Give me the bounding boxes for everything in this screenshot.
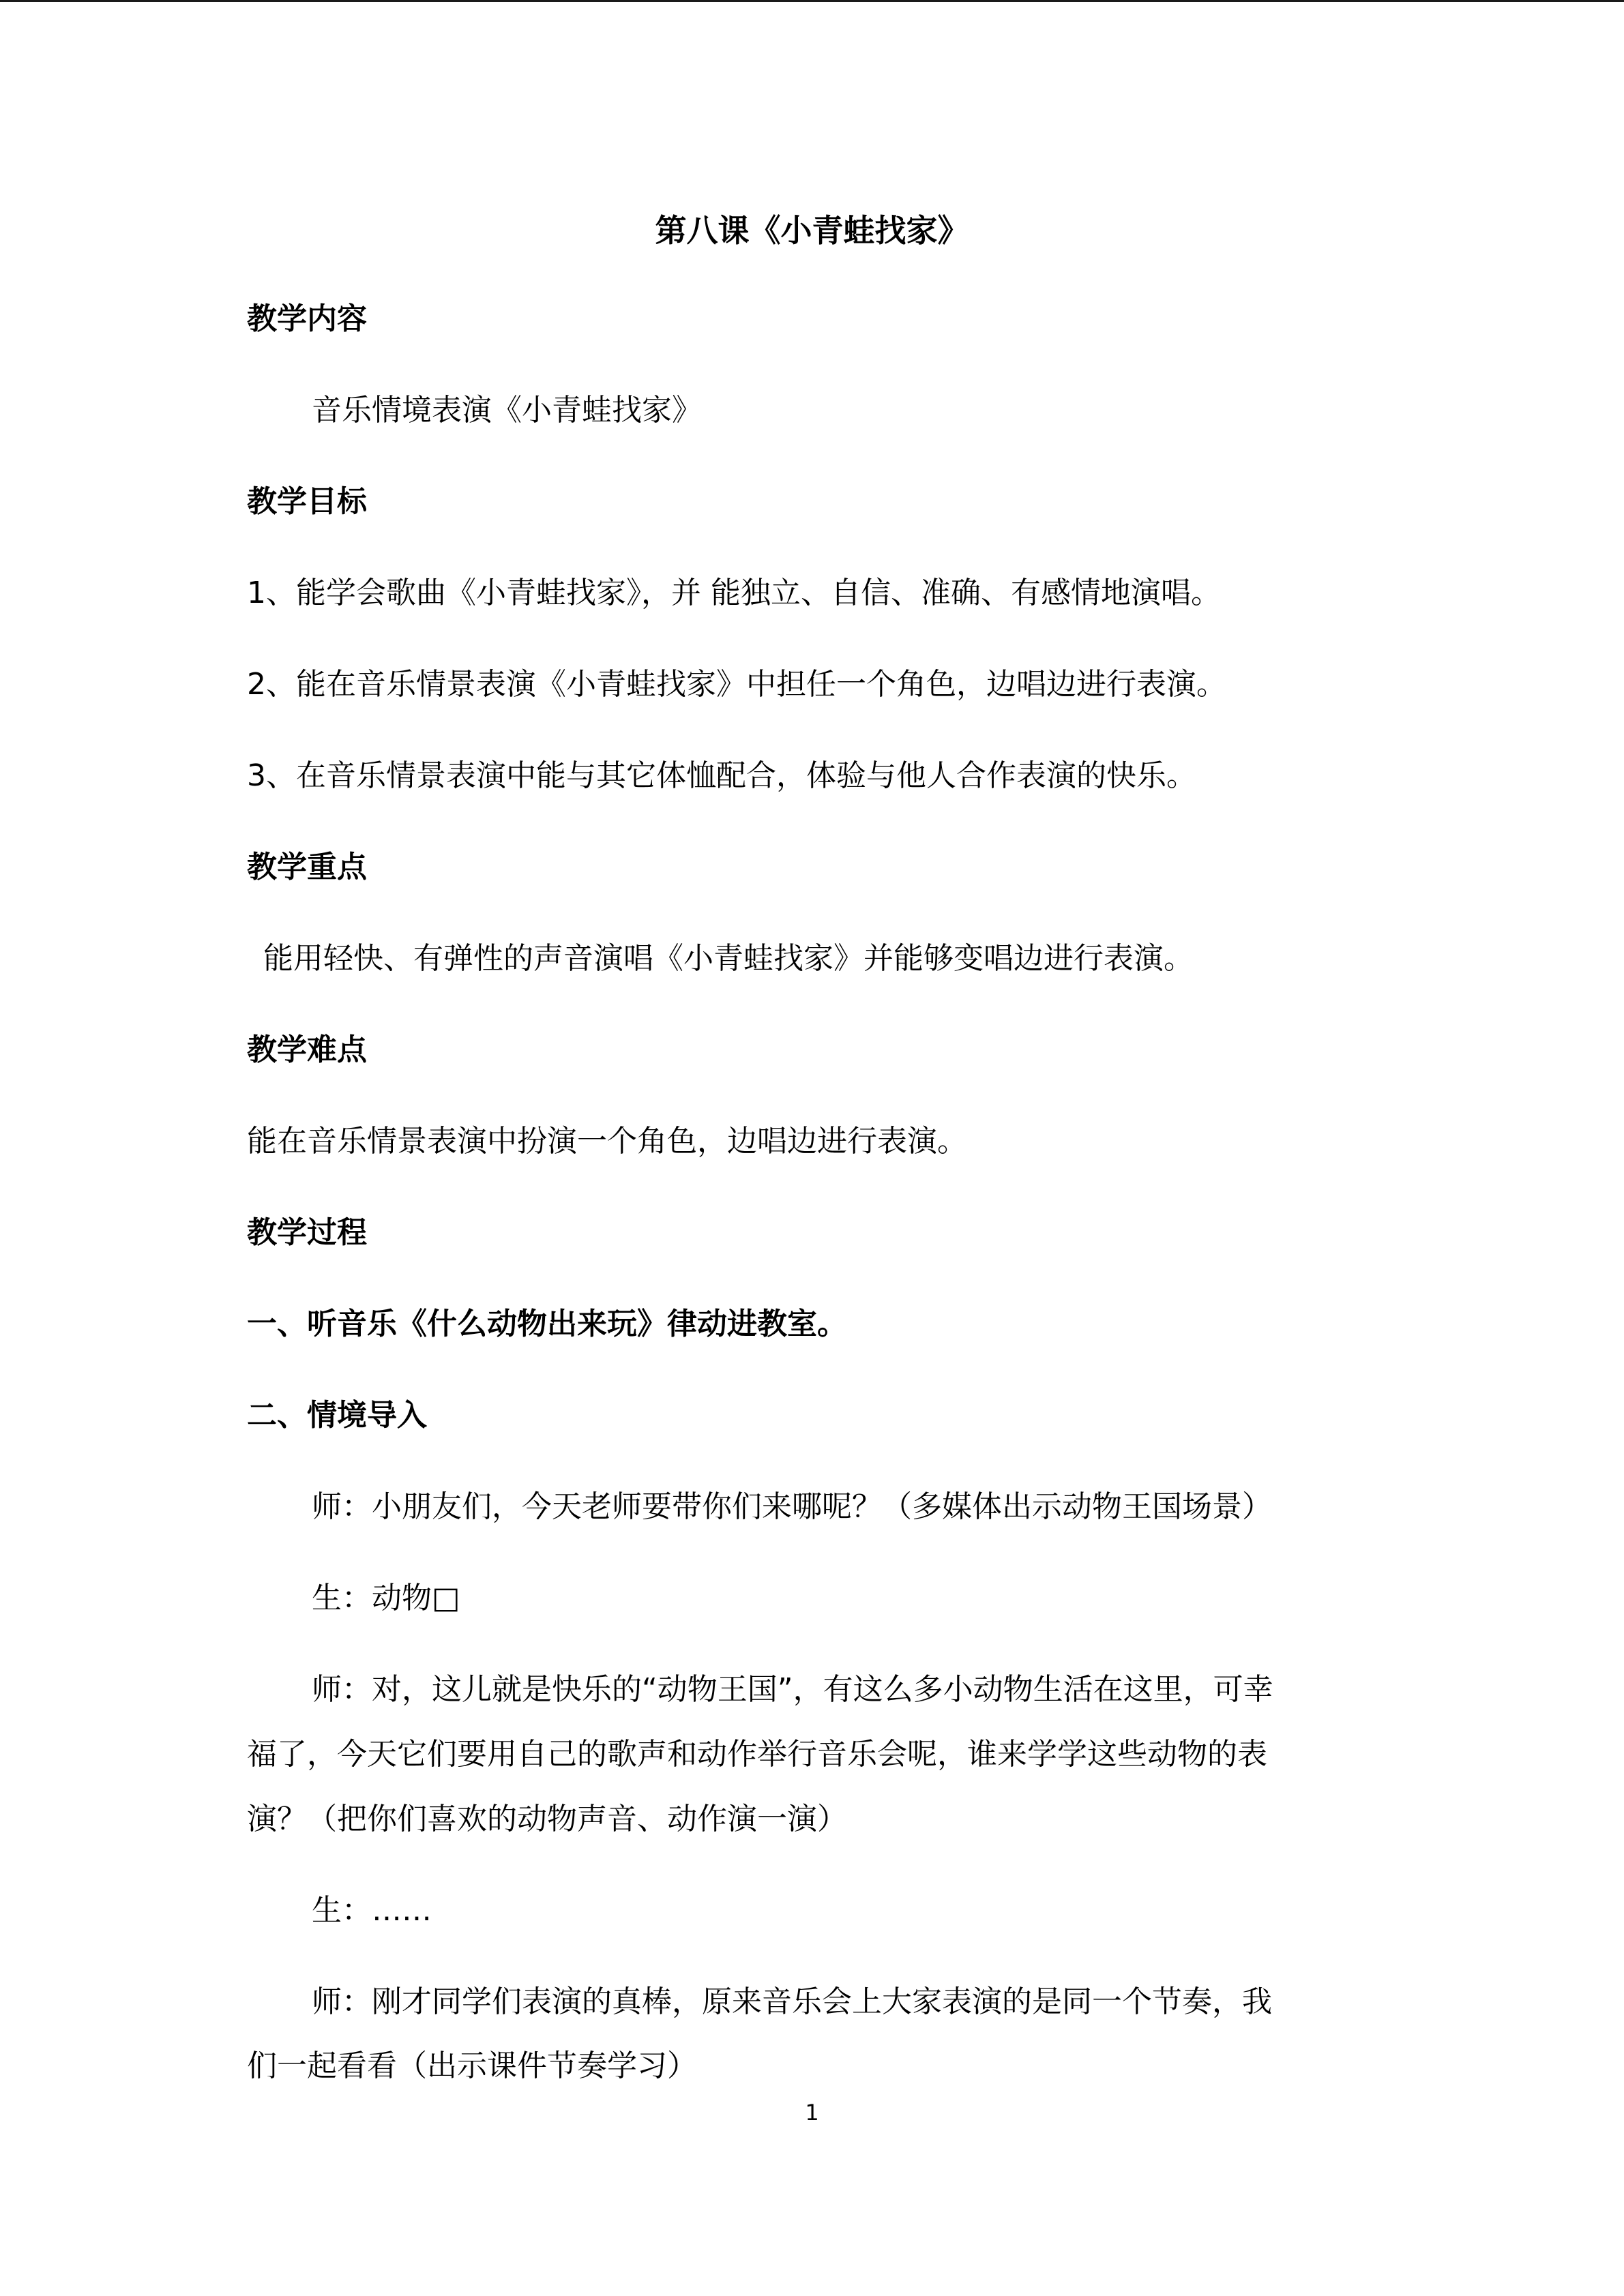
document-title: 第八课《小青蛙找家》: [655, 212, 969, 249]
goal-item-2: 2、能在音乐情景表演《小青蛙找家》中担任一个角色，边唱边进行表演。: [247, 667, 1226, 702]
dialogue-line: 演？（把你们喜欢的动物声音、动作演一演）: [247, 1802, 847, 1836]
heading-teaching-goals: 教学目标: [247, 484, 367, 519]
heading-teaching-content: 教学内容: [247, 301, 367, 336]
heading-difficulties: 教学难点: [247, 1032, 367, 1067]
heading-key-points: 教学重点: [247, 850, 367, 884]
dialogue-line: 福了，今天它们要用自己的歌声和动作举行音乐会呢，谁来学学这些动物的表: [247, 1737, 1267, 1772]
difficulties-text: 能在音乐情景表演中扮演一个角色，边唱边进行表演。: [247, 1124, 967, 1159]
dialogue-line: 们一起看看（出示课件节奏学习）: [247, 2048, 697, 2083]
dialogue-line: 师：刚才同学们表演的真棒，原来音乐会上大家表演的是同一个节奏，我: [312, 1984, 1272, 2019]
step-2-heading: 二、情境导入: [247, 1398, 427, 1433]
dialogue-line: 师：小朋友们，今天老师要带你们来哪呢？（多媒体出示动物王国场景）: [312, 1489, 1272, 1524]
heading-teaching-process: 教学过程: [247, 1215, 367, 1250]
goal-item-1: 1、能学会歌曲《小青蛙找家》，并 能独立、自信、准确、有感情地演唱。: [247, 576, 1221, 610]
teaching-content-text: 音乐情境表演《小青蛙找家》: [312, 393, 702, 428]
goal-item-3: 3、在音乐情景表演中能与其它体恤配合，体验与他人合作表演的快乐。: [247, 758, 1196, 793]
dialogue-line: 师：对，这儿就是快乐的“动物王国”，有这么多小动物生活在这里，可幸: [312, 1672, 1273, 1707]
dialogue-line: 生：……: [312, 1893, 432, 1928]
page-top-border: [0, 0, 1624, 2]
dialogue-line: 生：动物□: [312, 1581, 460, 1615]
key-points-text: 能用轻快、有弹性的声音演唱《小青蛙找家》并能够变唱边进行表演。: [263, 941, 1194, 976]
step-1-heading: 一、听音乐《什么动物出来玩》律动进教室。: [247, 1307, 847, 1341]
page-number: 1: [805, 2100, 819, 2126]
